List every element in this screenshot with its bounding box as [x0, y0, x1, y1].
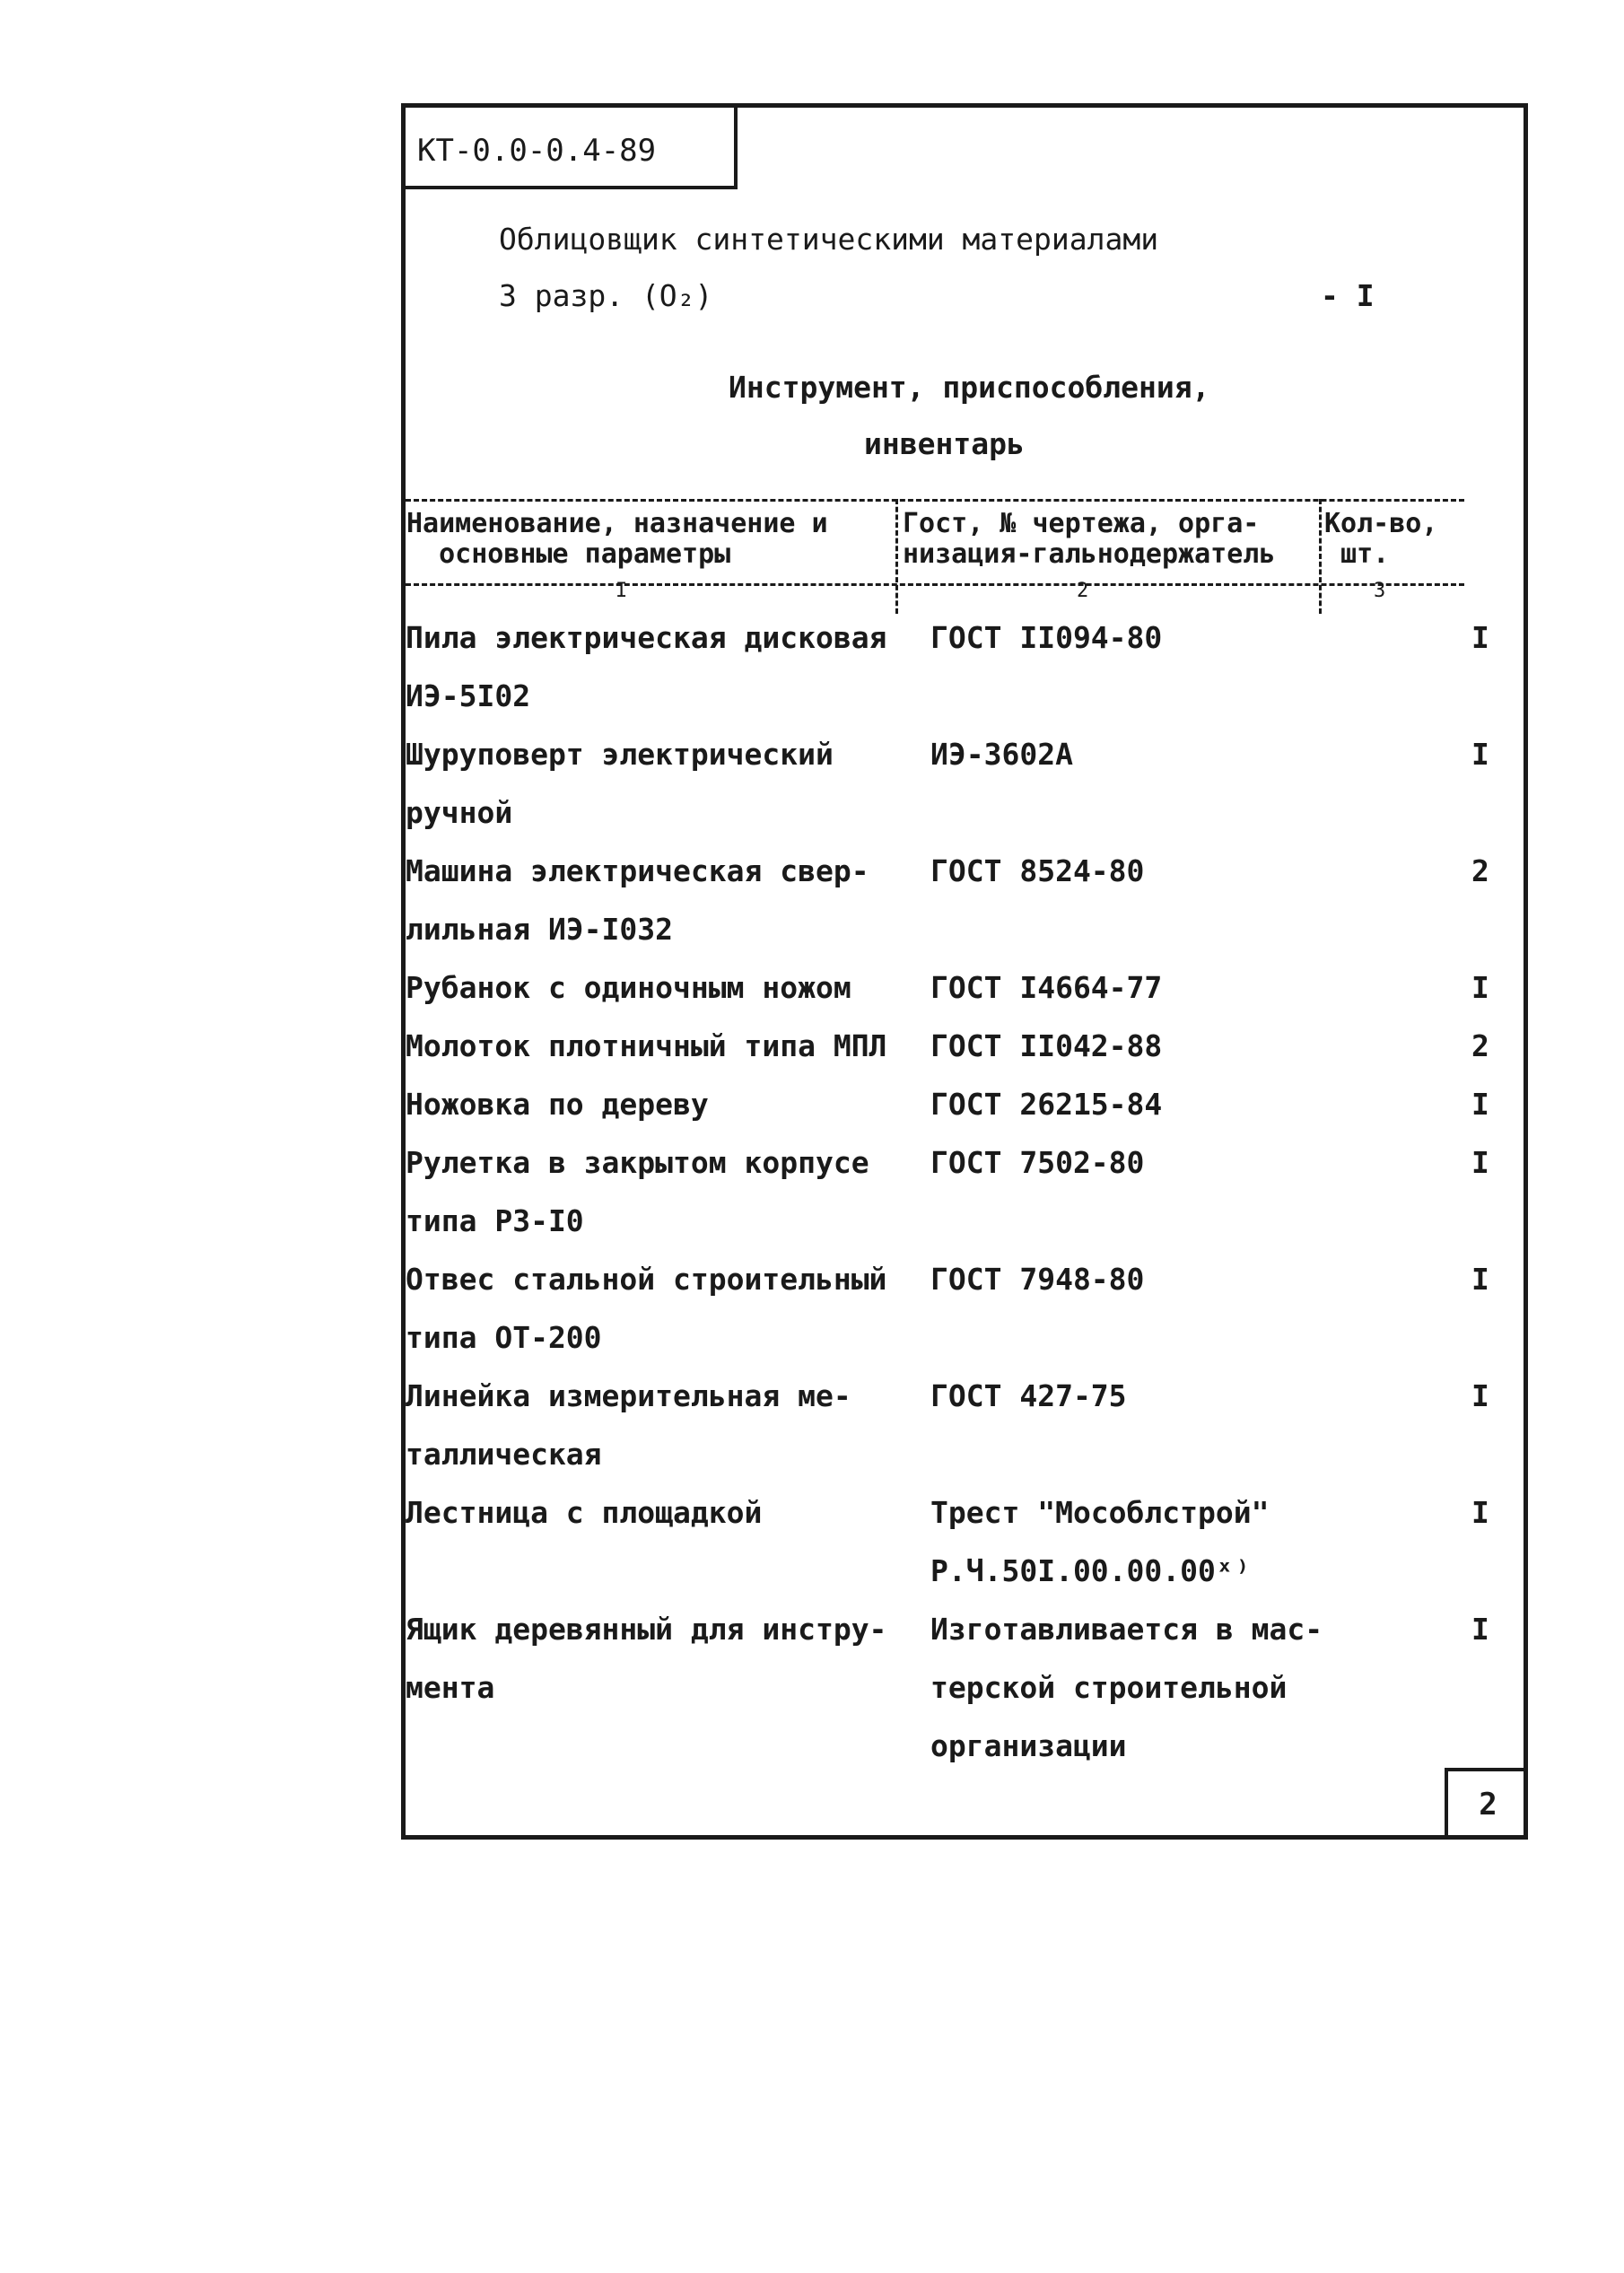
item-reference: ГОСТ 26215-84 — [930, 1087, 1163, 1122]
item-name: Рулетка в закрытом корпусе типа РЗ-I0 — [406, 1145, 869, 1238]
table-row — [406, 608, 1509, 725]
table-row — [406, 1133, 1509, 1250]
item-quantity: I — [1471, 1262, 1489, 1297]
column-number-2: 2 — [1077, 580, 1089, 602]
item-reference: ГОСТ 7948-80 — [930, 1262, 1145, 1297]
item-reference: ГОСТ II094-80 — [930, 620, 1163, 655]
table-row — [406, 1367, 1509, 1483]
item-quantity: I — [1471, 1495, 1489, 1530]
column-number-1: I — [616, 580, 628, 602]
header-name: Наименование, назначение и основные параметры — [406, 508, 828, 570]
item-name: Ящик деревянный для инстру- мента — [406, 1612, 887, 1705]
section-title-line-1: Инструмент, приспособления, — [729, 370, 1210, 405]
item-reference: ГОСТ 8524-80 — [930, 853, 1145, 888]
item-reference: ГОСТ 7502-80 — [930, 1145, 1145, 1180]
item-quantity: I — [1471, 1612, 1489, 1647]
item-name: Линейка измерительная ме- таллическая — [406, 1378, 851, 1472]
column-number-3: 3 — [1374, 580, 1386, 602]
item-quantity: 2 — [1471, 1028, 1489, 1063]
item-name: Молоток плотничный типа МПЛ — [406, 1028, 887, 1063]
header-reference: Гост, № чертежа, орга- низация-гальнодержатель — [903, 508, 1276, 570]
item-quantity: I — [1471, 1145, 1489, 1180]
item-quantity: I — [1471, 970, 1489, 1005]
item-reference: ГОСТ II042-88 — [930, 1028, 1163, 1063]
document-code: КТ-0.0-0.4-89 — [401, 103, 738, 189]
title-line-1: Облицовщик синтетическими материалами — [499, 222, 1159, 257]
table-row — [406, 1017, 1509, 1075]
section-title-line-2: инвентарь — [864, 426, 1025, 461]
item-name: Рубанок с одиночным ножом — [406, 970, 851, 1005]
item-quantity: I — [1471, 1378, 1489, 1413]
item-name: Отвес стальной строительный типа ОТ-200 — [406, 1262, 887, 1355]
item-name: Пила электрическая дисковая ИЭ-5I02 — [406, 620, 887, 713]
table-row — [406, 725, 1509, 842]
table-row — [406, 1600, 1509, 1775]
title-count: - I — [1321, 278, 1375, 313]
item-quantity: I — [1471, 620, 1489, 655]
item-reference: Трест "Мособлстрой" Р.Ч.50I.00.00.00ˣ⁾ — [930, 1495, 1270, 1588]
item-name: Шуруповерт электрический ручной — [406, 737, 834, 830]
item-reference: ИЭ-3602А — [930, 737, 1073, 772]
column-divider-1 — [895, 499, 898, 614]
header-bottom-rule — [406, 583, 1464, 586]
item-quantity: 2 — [1471, 853, 1489, 888]
item-reference: ГОСТ 427-75 — [930, 1378, 1127, 1413]
table-row — [406, 1075, 1509, 1133]
table-row — [406, 1250, 1509, 1367]
item-quantity: I — [1471, 1087, 1489, 1122]
title-line-2: 3 разр. (О₂) — [499, 278, 713, 313]
item-name: Лестница с площадкой — [406, 1495, 763, 1530]
item-name: Машина электрическая свер- лильная ИЭ-I032 — [406, 853, 869, 947]
table-body — [406, 608, 1509, 1775]
table-row — [406, 842, 1509, 958]
table-row — [406, 1483, 1509, 1600]
item-name: Ножовка по дереву — [406, 1087, 709, 1122]
page-number: 2 — [1445, 1768, 1528, 1840]
table-top-rule — [406, 499, 1464, 502]
table-row — [406, 958, 1509, 1017]
column-divider-2 — [1319, 499, 1322, 614]
item-reference: ГОСТ I4664-77 — [930, 970, 1163, 1005]
header-quantity: Кол-во, шт. — [1324, 508, 1438, 570]
item-quantity: I — [1471, 737, 1489, 772]
item-reference: Изготавливается в мас- терской строительной организации — [930, 1612, 1323, 1763]
